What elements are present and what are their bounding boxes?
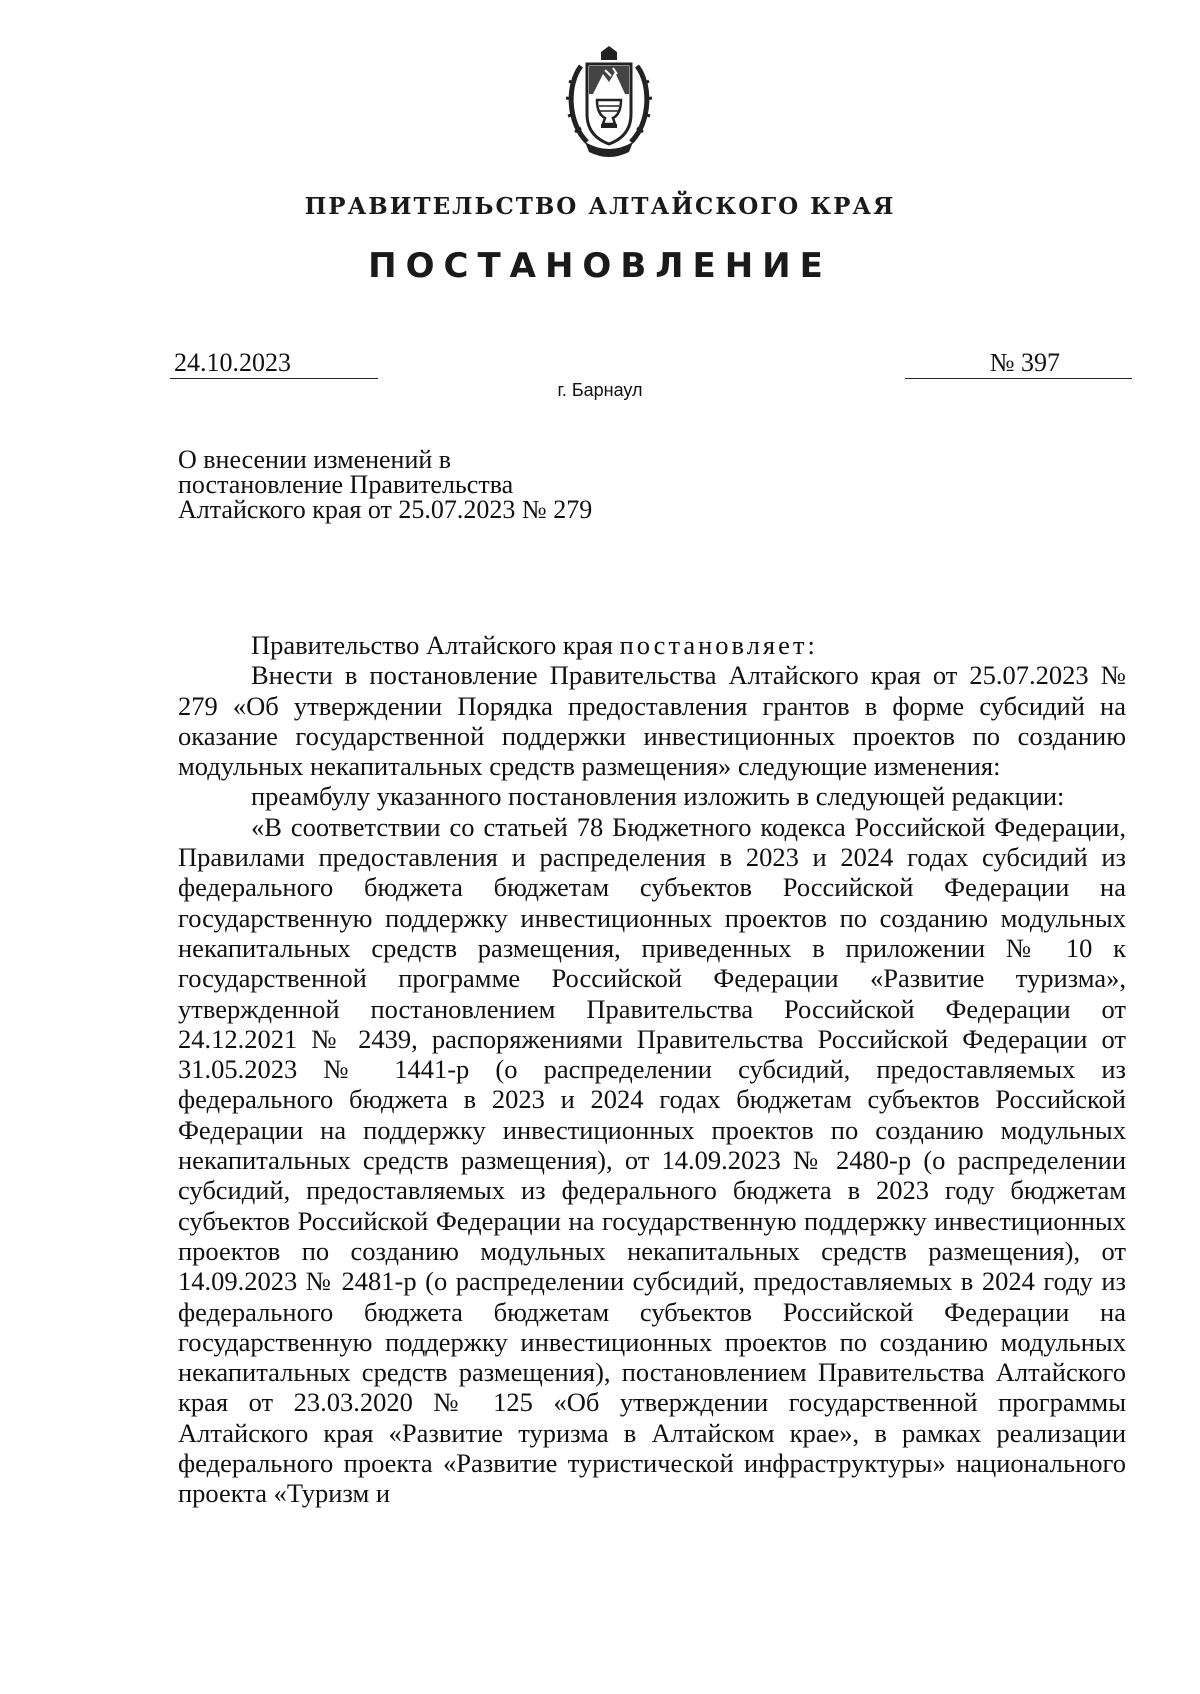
subject-line-2: постановление Правительства	[178, 470, 514, 499]
resolution-intro	[178, 630, 1126, 660]
paragraph-new-preamble: «В соответствии со статьей 78 Бюджетного кодекса Российской Федерации, Правилами предоставления и распределения в 2023 и 2024 годах субсидий из федерального бюджета бюджетам субъектов Российской Федерации на государственную поддержку инвестиционных проектов по созданию модульных некапитальных средств размещения, приведенных в приложении № 10 к государственной программе Российской Федерации «Развитие туризма», утвержденной постановлением Правительства Российской Федерации от 24.12.2021 № 2439, распоряжениями Правительства Российской Федерации от 31.05.2023 № 1441-р (о распределении субсидий, предоставляемых из федерального бюджета в 2023 и 2024 годах бюджетам субъектов Российской Федерации на поддержку инвестиционных проектов по созданию модульных некапитальных средств размещения), от 14.09.2023 № 2480-р (о распределении субсидий, предоставляемых из федерального бюджета в 2023 году бюджетам субъектов Российской Федерации на государственную поддержку инвестиционных проектов по созданию модульных некапитальных средств размещения), от 14.09.2023 № 2481-р (о распределении субсидий, предоставляемых в 2024 году из федерального бюджета бюджетам субъектов Российской Федерации на государственную поддержку инвестиционных проектов по созданию модульных некапитальных средств размещения), постановлением Правительства Алтайского края от 23.03.2020 № 125 «Об утверждении государственной программы Алтайского края «Развитие туризма в Алтайском крае», в рамках реализации федерального проекта «Развитие туристической инфраструктуры» национального проекта «Туризм и	[178, 811, 1126, 1509]
organization-name: ПРАВИТЕЛЬСТВО АЛТАЙСКОГО КРАЯ	[304, 193, 896, 220]
resolution-verb: постановляет:	[619, 630, 818, 660]
document-body	[178, 630, 1126, 1509]
document-number: № 397	[905, 348, 1132, 379]
document-date: 24.10.2023	[170, 348, 378, 379]
coat-of-arms-emblem	[563, 44, 655, 164]
subject-line-3: Алтайского края от 25.07.2023 № 279	[178, 495, 593, 524]
paragraph-preamble-instruction: преамбулу указанного постановления изложить в следующей редакции:	[251, 781, 1065, 812]
document-subject	[178, 447, 642, 522]
paragraph-amendment: Внести в постановление Правительства Алтайского края от 25.07.2023 № 279 «Об утверждении Порядка предоставления грантов в форме субсидий на оказание государственной поддержки инвестиционных проектов по созданию модульных некапитальных средств размещения» следующие изменения:	[178, 660, 1126, 782]
city-name: г. Барнаул	[557, 380, 643, 400]
subject-line-1: О внесении изменений в	[178, 445, 452, 474]
resolution-intro-lead: Правительство Алтайского края	[251, 630, 620, 660]
document-type-title: ПОСТАНОВЛЕНИЕ	[368, 246, 832, 286]
